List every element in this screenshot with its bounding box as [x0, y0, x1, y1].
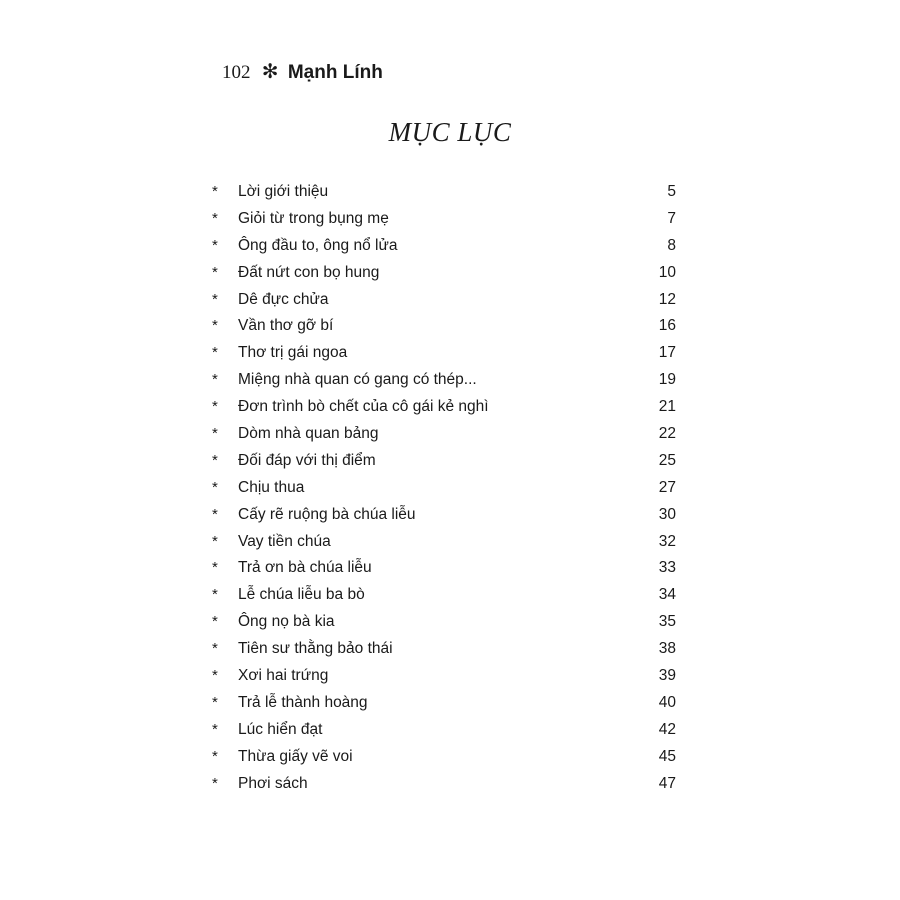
toc-entry-title: Thơ trị gái ngoa: [238, 344, 348, 362]
toc-entry: [212, 313, 676, 340]
toc-entry: [212, 340, 676, 367]
toc-entry: [212, 287, 676, 314]
toc-entry-page-number: 16: [658, 317, 676, 335]
toc-entry-title: Giỏi từ trong bụng mẹ: [238, 209, 389, 227]
toc-bullet-icon: *: [212, 451, 218, 469]
toc-entry: [212, 475, 676, 502]
toc-bullet-icon: *: [212, 586, 218, 604]
toc-entry-title: Lễ chúa liễu ba bò: [238, 586, 365, 604]
toc-bullet-icon: *: [212, 344, 218, 362]
toc-bullet-icon: *: [212, 613, 218, 631]
dot-leader: [393, 206, 660, 220]
dot-leader: [376, 555, 655, 569]
toc-entry-page-number: 30: [658, 505, 676, 523]
toc-entry-page-number: 8: [667, 236, 676, 254]
toc-entry: [212, 206, 676, 233]
toc-entry-title: Đơn trình bò chết của cô gái kẻ nghì: [238, 398, 489, 416]
toc-bullet-icon: *: [212, 236, 218, 254]
toc-entry-page-number: 33: [658, 559, 676, 577]
dot-leader: [351, 340, 655, 354]
toc-entry-title: Thừa giấy vẽ voi: [238, 747, 353, 765]
toc-bullet-icon: *: [212, 478, 218, 496]
toc-bullet-icon: *: [212, 559, 218, 577]
toc-entry-title: Ông đầu to, ông nổ lửa: [238, 236, 398, 254]
dot-leader: [312, 771, 655, 785]
dot-leader: [332, 663, 654, 677]
dot-leader: [357, 744, 655, 758]
toc-entry-title: Đối đáp với thị điểm: [238, 451, 376, 469]
toc-bullet-icon: *: [212, 774, 218, 792]
dot-leader: [397, 636, 655, 650]
toc-entry-title: Trả ơn bà chúa liễu: [238, 559, 372, 577]
toc-entry-page-number: 47: [658, 774, 676, 792]
toc-entry-page-number: 19: [658, 371, 676, 389]
toc-bullet-icon: *: [212, 747, 218, 765]
toc-entry-page-number: 39: [658, 667, 676, 685]
toc-entry: [212, 555, 676, 582]
dot-leader: [372, 690, 655, 704]
toc-entry-title: Vần thơ gỡ bí: [238, 317, 334, 335]
toc-bullet-icon: *: [212, 693, 218, 711]
toc-entry: [212, 260, 676, 287]
toc-bullet-icon: *: [212, 209, 218, 227]
toc-entry-page-number: 10: [658, 263, 676, 281]
toc-entry: [212, 529, 676, 556]
toc-entry-title: Lúc hiển đạt: [238, 720, 323, 738]
toc-bullet-icon: *: [212, 425, 218, 443]
toc-bullet-icon: *: [212, 640, 218, 658]
dot-leader: [332, 179, 660, 193]
toc-entry-title: Dê đực chửa: [238, 290, 329, 308]
toc-entry: [212, 502, 676, 529]
toc-entry: [212, 367, 676, 394]
toc-entry-page-number: 45: [658, 747, 676, 765]
toc-entry-page-number: 35: [658, 613, 676, 631]
toc-entry-page-number: 22: [658, 425, 676, 443]
toc-entry: [212, 636, 676, 663]
toc-entry: [212, 609, 676, 636]
dot-leader: [326, 717, 654, 731]
toc-entry: [212, 179, 676, 206]
toc-entry-title: Ông nọ bà kia: [238, 613, 335, 631]
toc-entry-page-number: 27: [658, 478, 676, 496]
toc-bullet-icon: *: [212, 667, 218, 685]
toc-entry-title: Dòm nhà quan bảng: [238, 425, 379, 443]
toc-entry: [212, 448, 676, 475]
dot-leader: [420, 502, 655, 516]
toc-bullet-icon: *: [212, 317, 218, 335]
page-number: 102: [222, 62, 251, 83]
toc-entry-page-number: 12: [658, 290, 676, 308]
dot-leader: [308, 475, 654, 489]
table-of-contents: [212, 179, 676, 797]
toc-entry: [212, 771, 676, 798]
toc-entry: [212, 421, 676, 448]
toc-entry-page-number: 32: [658, 532, 676, 550]
toc-entry: [212, 582, 676, 609]
toc-entry-page-number: 21: [658, 398, 676, 416]
toc-entry-title: Cấy rẽ ruộng bà chúa liễu: [238, 505, 416, 523]
page-title: MỤC LỤC: [388, 117, 512, 147]
toc-bullet-icon: *: [212, 532, 218, 550]
toc-entry: [212, 744, 676, 771]
toc-entry: [212, 717, 676, 744]
toc-entry-title: Vay tiền chúa: [238, 532, 331, 550]
dot-leader: [369, 582, 655, 596]
dot-leader: [383, 260, 654, 274]
toc-entry-page-number: 7: [667, 209, 676, 227]
dot-leader: [401, 233, 660, 247]
dot-leader: [333, 287, 655, 301]
toc-entry: [212, 663, 676, 690]
toc-entry: [212, 690, 676, 717]
toc-entry-page-number: 25: [658, 451, 676, 469]
toc-entry-page-number: 34: [658, 586, 676, 604]
toc-entry-title: Miệng nhà quan có gang có thép...: [238, 371, 477, 389]
asterisk-ornament-icon: ✻: [261, 61, 279, 83]
dot-leader: [337, 313, 654, 327]
author-name: Mạnh Lính: [287, 62, 383, 83]
toc-entry-title: Xơi hai trứng: [238, 667, 329, 685]
toc-entry-page-number: 40: [658, 693, 676, 711]
toc-entry-title: Đất nứt con bọ hung: [238, 263, 380, 281]
dot-leader: [339, 609, 655, 623]
toc-entry-page-number: 17: [658, 344, 676, 362]
toc-bullet-icon: *: [212, 371, 218, 389]
toc-entry-title: Phơi sách: [238, 774, 308, 792]
dot-leader: [382, 421, 654, 435]
toc-bullet-icon: *: [212, 263, 218, 281]
toc-entry-page-number: 5: [667, 183, 676, 200]
running-head: [222, 58, 383, 87]
toc-bullet-icon: *: [212, 398, 218, 416]
dot-leader: [481, 367, 655, 381]
toc-entry-title: Tiên sư thằng bảo thái: [238, 640, 393, 658]
toc-entry-title: Lời giới thiệu: [238, 183, 329, 200]
toc-entry-title: Trả lễ thành hoàng: [238, 693, 368, 711]
toc-entry-page-number: 42: [658, 720, 676, 738]
toc-bullet-icon: *: [212, 720, 218, 738]
dot-leader: [335, 529, 655, 543]
toc-entry: [212, 233, 676, 260]
toc-entry-page-number: 38: [658, 640, 676, 658]
toc-bullet-icon: *: [212, 183, 218, 200]
toc-bullet-icon: *: [212, 290, 218, 308]
toc-entry: [212, 394, 676, 421]
toc-bullet-icon: *: [212, 505, 218, 523]
toc-entry-title: Chịu thua: [238, 478, 305, 496]
dot-leader: [493, 394, 655, 408]
dot-leader: [380, 448, 655, 462]
